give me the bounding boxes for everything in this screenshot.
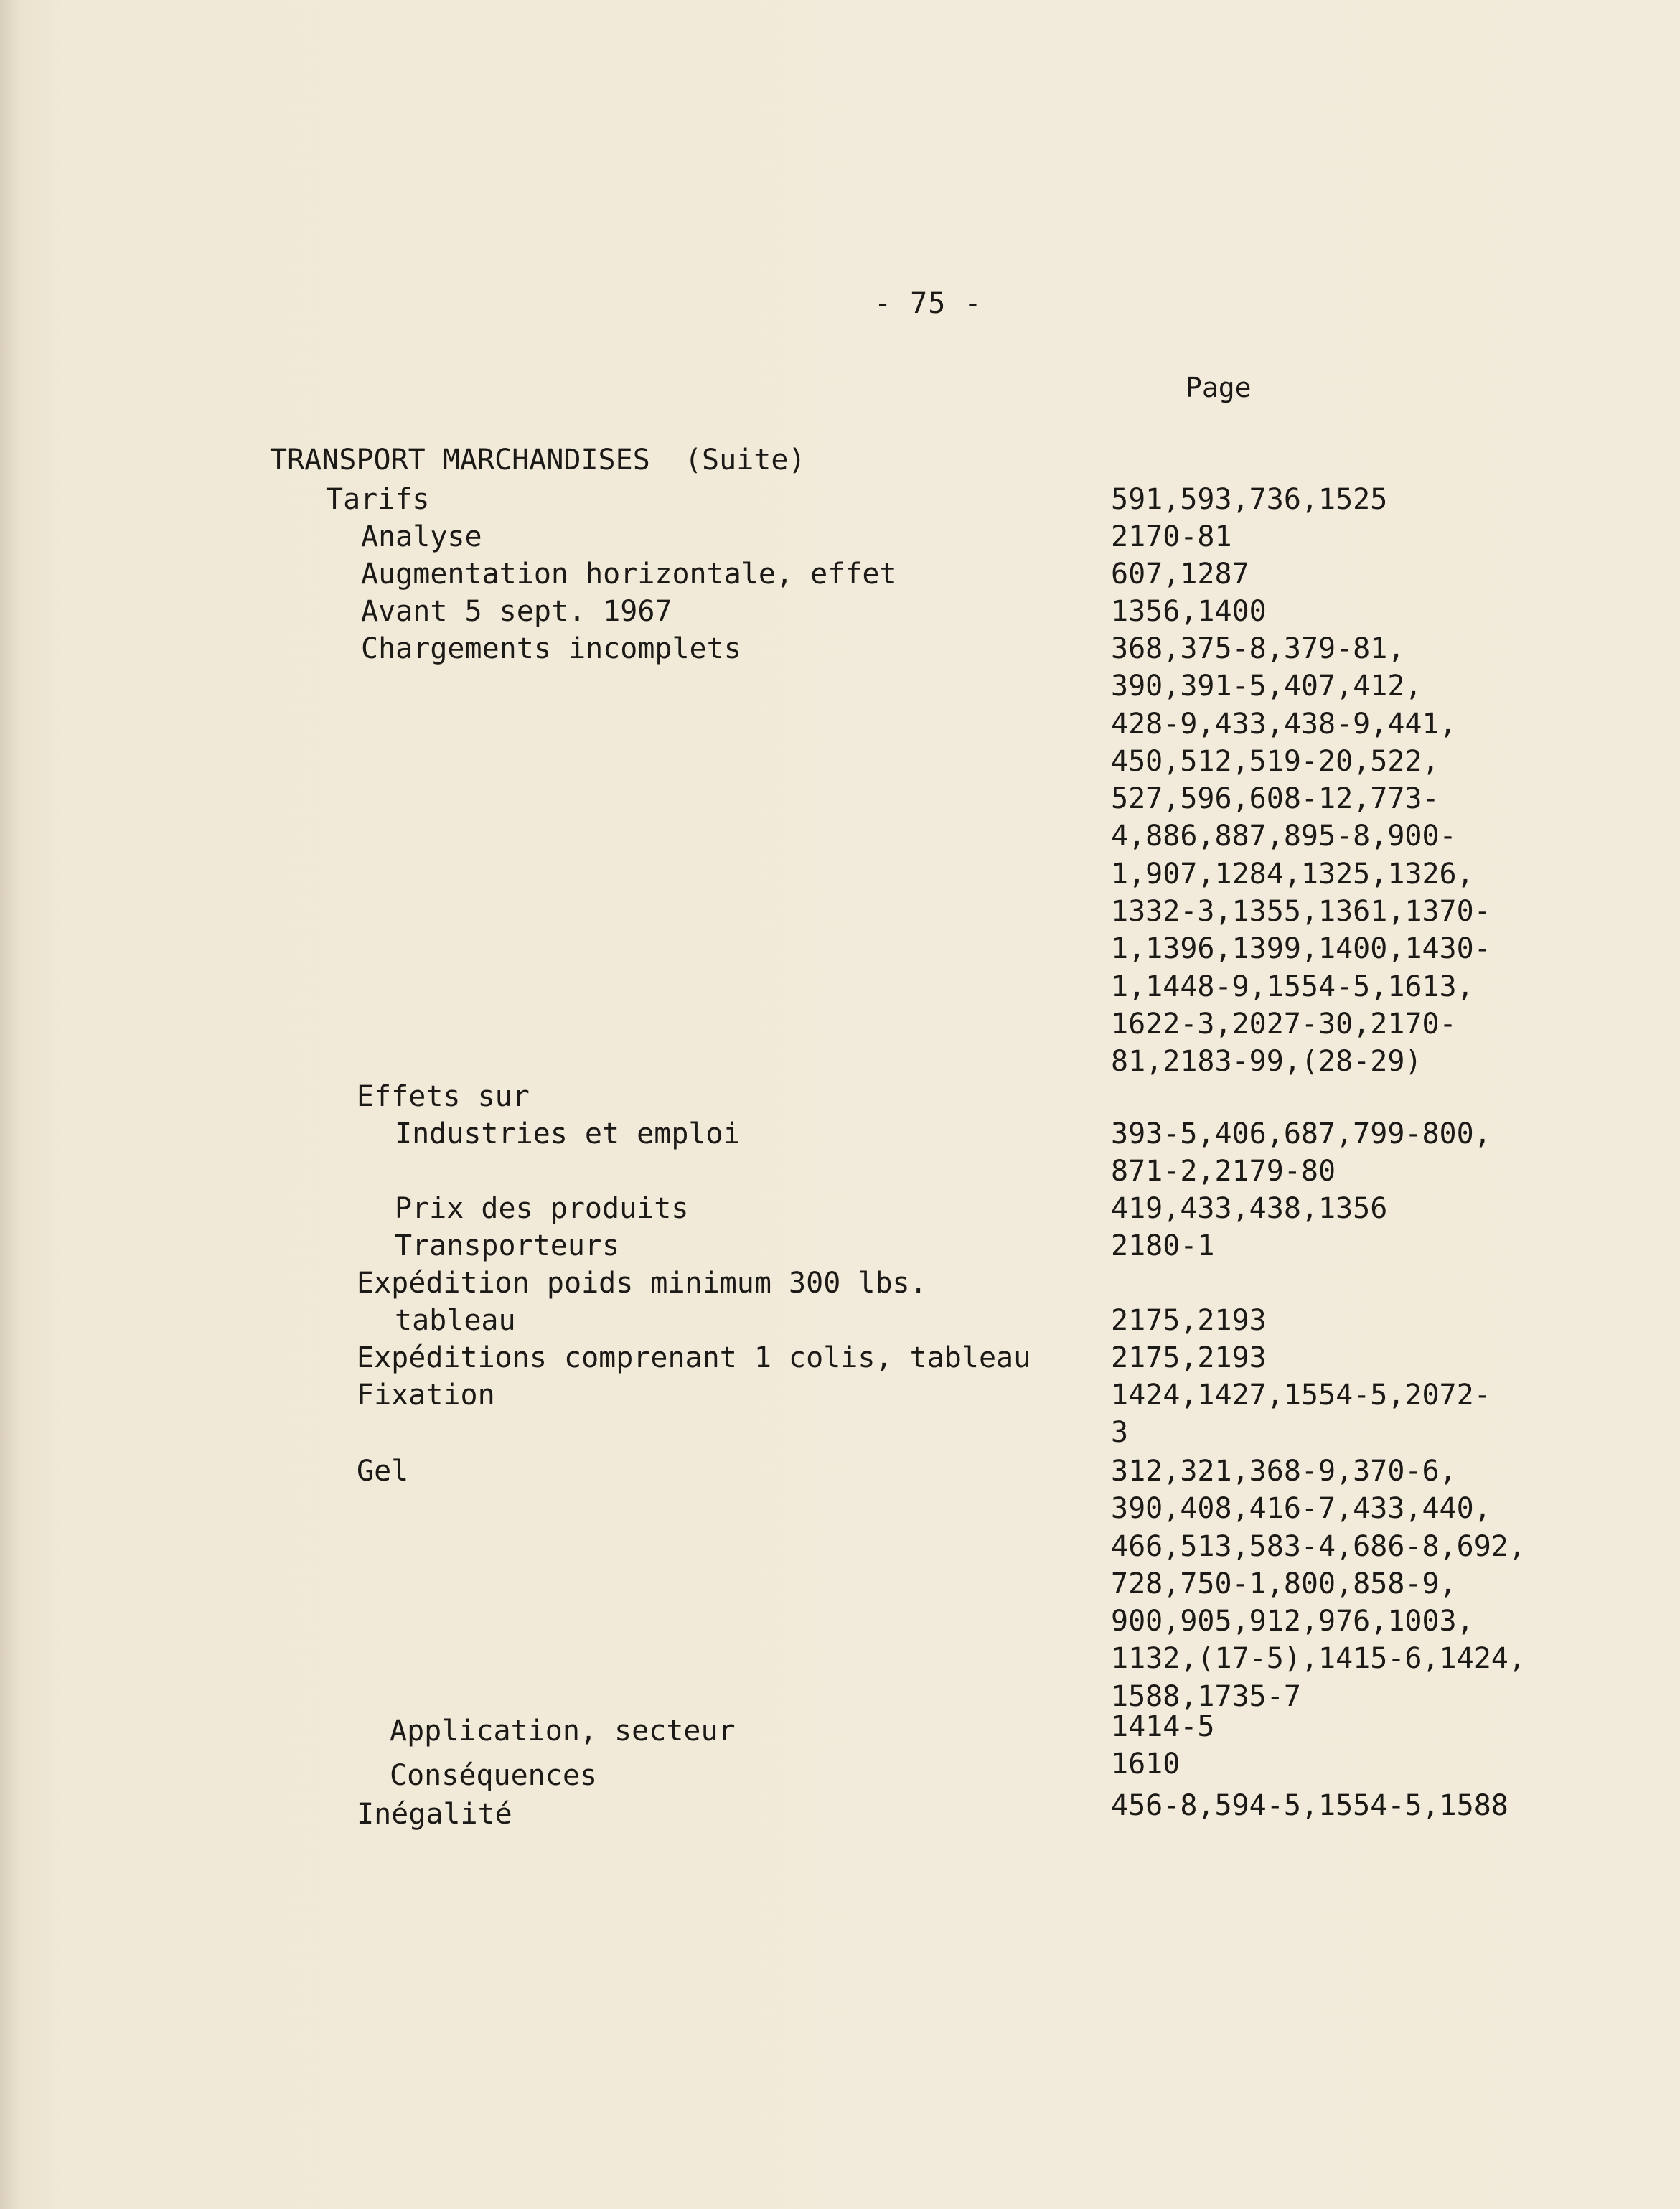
ref-line: 4,886,887,895-8,900- <box>1111 820 1457 853</box>
ref-line: 390,391-5,407,412, <box>1111 670 1422 703</box>
ref-line: 456-8,594-5,1554-5,1588 <box>1111 1789 1508 1822</box>
ref-line: 3 <box>1111 1416 1129 1450</box>
ref-line: 2175,2193 <box>1111 1341 1267 1374</box>
ref-line: 1332-3,1355,1361,1370- <box>1111 895 1491 929</box>
entry-refs <box>1111 1708 1215 1745</box>
entry-refs <box>1111 1745 1180 1783</box>
entry-label: Industries et emploi <box>395 1117 741 1150</box>
entry-refs <box>1111 481 1387 518</box>
ref-line: 1588,1735-7 <box>1111 1679 1301 1713</box>
ref-line: 1,1448-9,1554-5,1613, <box>1111 970 1474 1003</box>
entry-refs <box>1111 630 1491 1081</box>
entry-label: Effets sur <box>357 1080 530 1113</box>
ref-line: 900,905,912,976,1003, <box>1111 1605 1474 1638</box>
entry-label: Application, secteur <box>390 1715 736 1748</box>
entry-label: Augmentation horizontale, effet <box>361 558 897 591</box>
entry-refs <box>1111 555 1249 593</box>
ref-line: 1622-3,2027-30,2170- <box>1111 1007 1457 1041</box>
page-number: - 75 - <box>874 287 982 320</box>
ref-line: 81,2183-99,(28-29) <box>1111 1045 1422 1079</box>
ref-line: 390,408,416-7,433,440, <box>1111 1492 1491 1526</box>
ref-line: 368,375-8,379-81, <box>1111 632 1405 665</box>
entry-label: Expédition poids minimum 300 lbs. <box>357 1267 927 1300</box>
ref-line: 527,596,608-12,773- <box>1111 782 1440 816</box>
ref-line: 1424,1427,1554-5,2072- <box>1111 1379 1491 1412</box>
section-title: TRANSPORT MARCHANDISES (Suite) <box>270 444 806 477</box>
entry-refs <box>1111 1115 1491 1191</box>
entry-label: Conséquences <box>390 1759 597 1792</box>
ref-line: 393-5,406,687,799-800, <box>1111 1117 1491 1150</box>
ref-line: 1132,(17-5),1415-6,1424, <box>1111 1642 1526 1676</box>
entry-label: tableau <box>395 1304 516 1337</box>
entry-label: Fixation <box>357 1379 495 1412</box>
ref-line: 728,750-1,800,858-9, <box>1111 1567 1457 1600</box>
entry-label: Inégalité <box>357 1798 512 1831</box>
entry-label: Expéditions comprenant 1 colis, tableau <box>357 1341 1031 1374</box>
ref-line: 2170-81 <box>1111 520 1232 553</box>
ref-line: 466,513,583-4,686-8,692, <box>1111 1529 1526 1563</box>
ref-line: 312,321,368-9,370-6, <box>1111 1455 1457 1488</box>
entry-refs <box>1111 1227 1215 1265</box>
entry-refs <box>1111 1453 1526 1715</box>
ref-line: 607,1287 <box>1111 558 1249 591</box>
entry-label: Chargements incomplets <box>361 632 741 665</box>
ref-line: 1,907,1284,1325,1326, <box>1111 857 1474 891</box>
ref-line: 1610 <box>1111 1748 1181 1781</box>
entry-label: Tarifs <box>326 483 430 516</box>
entry-refs <box>1111 1302 1267 1339</box>
entry-refs <box>1111 1376 1491 1452</box>
entry-refs <box>1111 1339 1267 1376</box>
entry-refs <box>1111 1190 1387 1227</box>
ref-line: 428-9,433,438-9,441, <box>1111 707 1457 741</box>
page-column-header: Page <box>1186 372 1252 403</box>
entry-refs <box>1111 593 1267 630</box>
entry-label: Avant 5 sept. 1967 <box>361 595 672 628</box>
entry-label: Prix des produits <box>395 1192 689 1225</box>
entry-label: Analyse <box>361 520 482 553</box>
entry-refs <box>1111 1787 1508 1824</box>
ref-line: 450,512,519-20,522, <box>1111 744 1440 778</box>
ref-line: 1,1396,1399,1400,1430- <box>1111 932 1491 966</box>
ref-line: 1356,1400 <box>1111 595 1267 628</box>
ref-line: 591,593,736,1525 <box>1111 483 1388 516</box>
entry-refs <box>1111 518 1232 555</box>
entry-label: Transporteurs <box>395 1229 620 1262</box>
ref-line: 2180-1 <box>1111 1229 1215 1262</box>
entry-label: Gel <box>357 1455 409 1488</box>
ref-line: 2175,2193 <box>1111 1304 1267 1337</box>
ref-line: 1414-5 <box>1111 1710 1215 1743</box>
ref-line: 419,433,438,1356 <box>1111 1192 1388 1225</box>
ref-line: 871-2,2179-80 <box>1111 1155 1336 1188</box>
